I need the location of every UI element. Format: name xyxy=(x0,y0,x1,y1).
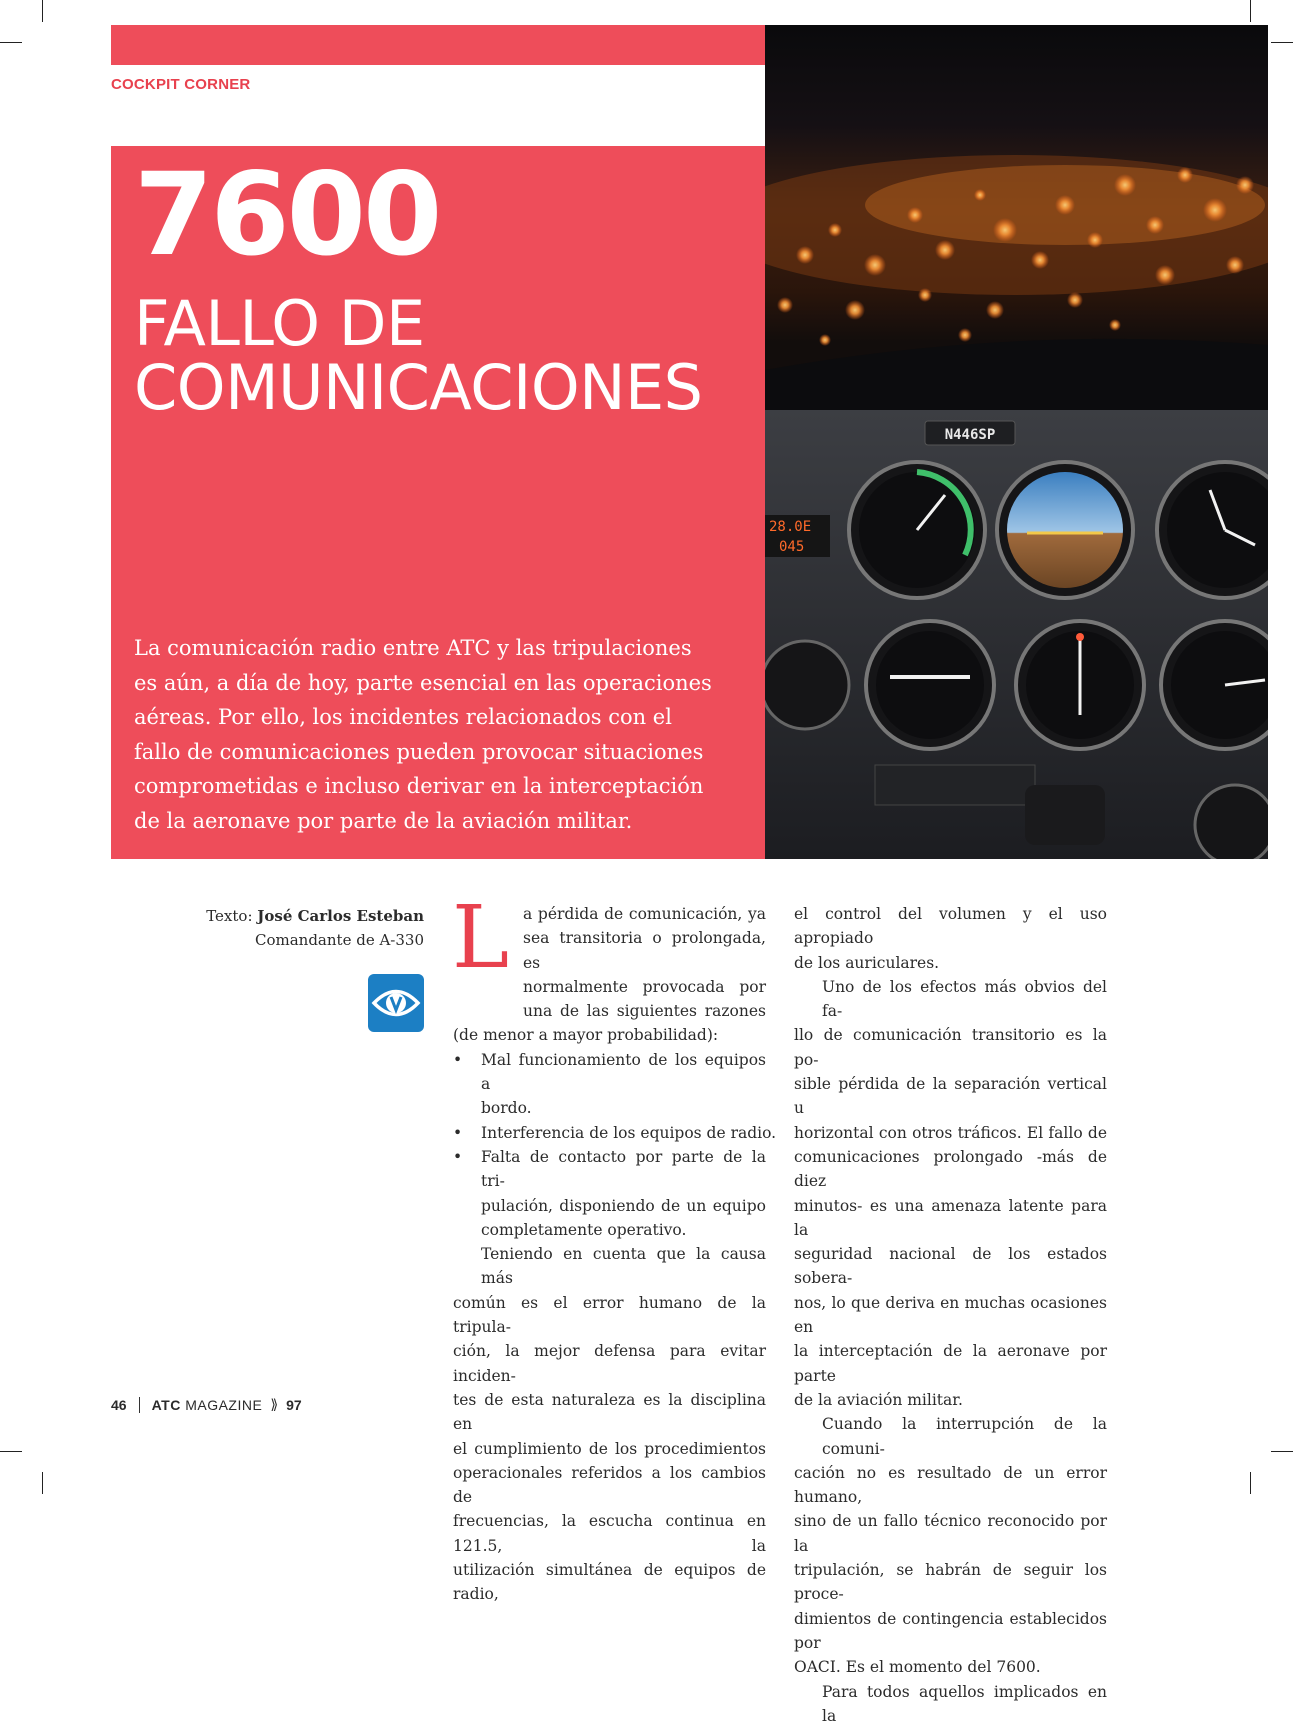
body-line: común es el error humano de la tripula- xyxy=(453,1291,766,1340)
body-line: Interferencia de los equipos de radio. xyxy=(481,1121,766,1145)
body-line: comunicaciones prolongado -más de diez xyxy=(794,1145,1107,1194)
lead-line: aéreas. Por ello, los incidentes relacionados con el xyxy=(134,700,734,735)
bullet-icon: • xyxy=(453,1048,462,1072)
page-footer xyxy=(111,1397,302,1413)
lead-line: de la aeronave por parte de la aviación militar. xyxy=(134,804,734,839)
body-line: una de las siguientes razones xyxy=(453,999,766,1023)
tail-number: N446SP xyxy=(945,427,996,443)
body-line: nos, lo que deriva en muchas ocasiones en xyxy=(794,1291,1107,1340)
display-readout: 045 xyxy=(779,539,804,555)
body-line: la interceptación de la aeronave por parte xyxy=(794,1339,1107,1388)
display-readout: 28.0E xyxy=(769,519,811,535)
crop-mark xyxy=(1250,0,1251,22)
list-item xyxy=(453,1048,766,1121)
eye-icon[interactable] xyxy=(368,974,424,1032)
body-line: a pérdida de comunicación, ya xyxy=(453,902,766,926)
turn-coordinator xyxy=(866,621,994,749)
body-line: (de menor a mayor probabilidad): xyxy=(453,1023,766,1047)
bullet-icon: • xyxy=(453,1145,462,1169)
body-line: Uno de los efectos más obvios del fa- xyxy=(794,975,1107,1024)
body-line: operacionales referidos a los cambios de xyxy=(453,1461,766,1510)
lead-line: es aún, a día de hoy, parte esencial en las operaciones xyxy=(134,666,734,701)
title-line: FALLO DE xyxy=(134,292,703,356)
body-line: utilización simultánea de equipos de radio, xyxy=(453,1558,766,1607)
body-line: el control del volumen y el uso apropiado xyxy=(794,902,1107,951)
title-line: COMUNICACIONES xyxy=(134,356,703,420)
body-line: Mal funcionamiento de los equipos a xyxy=(481,1048,766,1097)
signal-icon: ⟫ xyxy=(270,1397,278,1413)
lead-paragraph xyxy=(134,631,734,838)
body-line: minutos- es una amenaza latente para la xyxy=(794,1194,1107,1243)
crop-mark xyxy=(1271,42,1293,43)
heading-indicator xyxy=(1016,621,1144,749)
body-line: Para todos aquellos implicados en la xyxy=(794,1680,1107,1728)
body-line: bordo. xyxy=(481,1096,766,1120)
body-line: sino de un fallo técnico reconocido por la xyxy=(794,1509,1107,1558)
crop-mark xyxy=(42,0,43,22)
body-line: pulación, disponiendo de un equipo xyxy=(481,1194,766,1218)
body-line: de los auriculares. xyxy=(794,951,1107,975)
body-line: de la aviación militar. xyxy=(794,1388,1107,1412)
section-label: COCKPIT CORNER xyxy=(111,76,250,93)
list-item xyxy=(453,1121,766,1145)
body-line: seguridad nacional de los estados sobera- xyxy=(794,1242,1107,1291)
title-number: 7600 xyxy=(134,158,439,272)
lead-line: La comunicación radio entre ATC y las tripulaciones xyxy=(134,631,734,666)
lead-line: comprometidas e incluso derivar en la interceptación xyxy=(134,769,734,804)
body-line: completamente operativo. xyxy=(481,1218,766,1242)
brand-name: ATC xyxy=(152,1397,181,1413)
divider xyxy=(139,1397,140,1413)
body-line: tripulación, se habrán de seguir los proce- xyxy=(794,1558,1107,1607)
issue-number: 97 xyxy=(286,1397,302,1413)
body-line: sea transitoria o prolongada, es xyxy=(453,926,766,975)
body-line: el cumplimiento de los procedimientos xyxy=(453,1437,766,1461)
body-line: sible pérdida de la separación vertical u xyxy=(794,1072,1107,1121)
crop-mark xyxy=(0,42,22,43)
vertical-speed-indicator xyxy=(1161,621,1268,749)
crop-mark xyxy=(1250,1472,1251,1494)
magazine-name: MAGAZINE xyxy=(185,1397,262,1413)
body-line: horizontal con otros tráficos. El fallo de xyxy=(794,1121,1107,1145)
body-line: llo de comunicación transitorio es la po- xyxy=(794,1023,1107,1072)
bullet-icon: • xyxy=(453,1121,462,1145)
body-line: dimientos de contingencia establecidos por xyxy=(794,1607,1107,1656)
body-line: frecuencias, la escucha continua en 121.5, la xyxy=(453,1509,766,1558)
page-title xyxy=(134,292,703,420)
byline xyxy=(206,904,424,952)
article-column-2 xyxy=(794,902,1107,1728)
body-line: Teniendo en cuenta que la causa más xyxy=(453,1242,766,1291)
body-line: tes de esta naturaleza es la disciplina en xyxy=(453,1388,766,1437)
author-role: Comandante de A-330 xyxy=(206,928,424,952)
lead-line: fallo de comunicaciones pueden provocar situaciones xyxy=(134,735,734,770)
body-line: cación no es resultado de un error humano, xyxy=(794,1461,1107,1510)
attitude-indicator xyxy=(997,462,1133,598)
body-line: Cuando la interrupción de la comuni- xyxy=(794,1412,1107,1461)
byline-prefix: Texto: xyxy=(206,907,257,925)
page-number: 46 xyxy=(111,1397,127,1413)
drop-cap: L xyxy=(452,895,509,981)
crop-mark xyxy=(1271,1451,1293,1452)
airspeed-indicator xyxy=(849,462,985,598)
crop-mark xyxy=(42,1472,43,1494)
author-name: José Carlos Esteban xyxy=(257,907,424,925)
body-line: normalmente provocada por xyxy=(453,975,766,999)
article-column-1 xyxy=(453,902,766,1607)
body-line: ción, la mejor defensa para evitar inciden- xyxy=(453,1339,766,1388)
body-line: Falta de contacto por parte de la tri- xyxy=(481,1145,766,1194)
list-item xyxy=(453,1145,766,1242)
body-line: OACI. Es el momento del 7600. xyxy=(794,1655,1107,1679)
crop-mark xyxy=(0,1451,22,1452)
cockpit-photo xyxy=(765,25,1268,859)
